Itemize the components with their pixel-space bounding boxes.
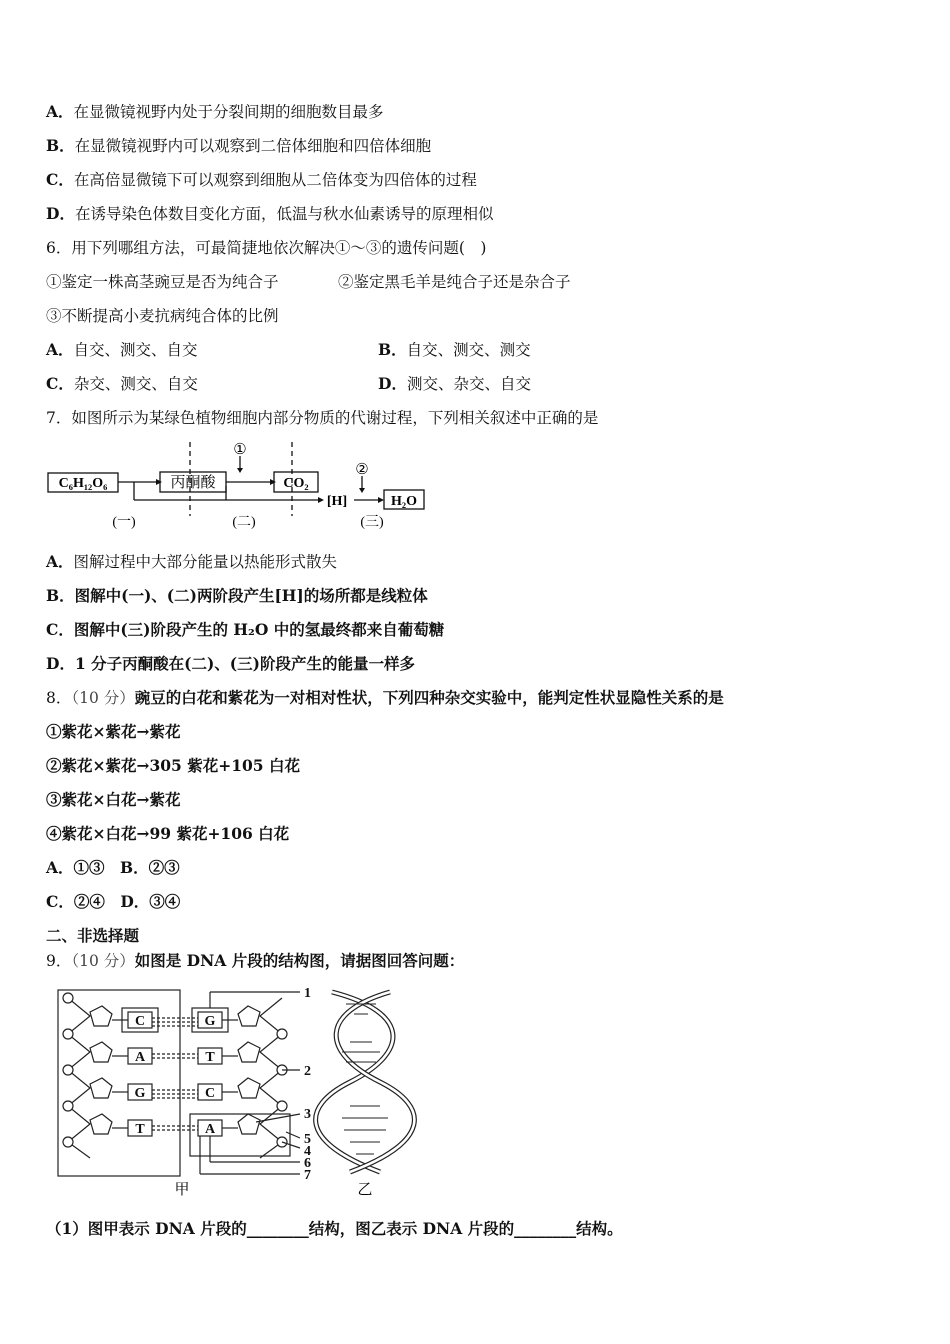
base-left-4: T <box>135 1122 145 1137</box>
label-3: 3 <box>304 1107 311 1122</box>
co2-label: CO₂ <box>283 476 309 491</box>
q8-options-row2: C．②④ D．③④ <box>46 892 181 911</box>
q7-option-d: D．1 分子丙酮酸在(二)、(三)阶段产生的能量一样多 <box>46 654 415 673</box>
q6-item-2: ②鉴定黑毛羊是纯合子还是杂合子 <box>338 273 571 291</box>
q5-option-d: D．在诱导染色体数目变化方面，低温与秋水仙素诱导的原理相似 <box>46 204 494 223</box>
q7-stem: 7．如图所示为某绿色植物细胞内部分物质的代谢过程，下列相关叙述中正确的是 <box>46 409 599 427</box>
caption-jia: 甲 <box>174 1182 190 1198</box>
label-1: 1 <box>304 986 311 1001</box>
q7-option-b: B．图解中(一)、(二)两阶段产生[H]的场所都是线粒体 <box>46 586 428 605</box>
q6-item-3: ③不断提高小麦抗病纯合体的比例 <box>46 307 279 325</box>
q6-options-row2: C．杂交、测交、自交 D．测交、杂交、自交 <box>46 374 531 393</box>
marker-1: ① <box>233 442 247 458</box>
stage-2-label: (二) <box>232 515 256 530</box>
q7-option-c: C．图解中(三)阶段产生的 H₂O 中的氢最终都来自葡萄糖 <box>46 620 445 639</box>
section-heading: 二、非选择题 <box>46 926 140 945</box>
label-5: 5 <box>304 1132 311 1147</box>
respiration-diagram <box>44 440 444 536</box>
q8-stem: 8．（10 分）豌豆的白花和紫花为一对相对性状，下列四种杂交实验中，能判定性状显隐性关系的是 <box>46 688 724 707</box>
label-2: 2 <box>304 1064 311 1079</box>
dna-structure-figure <box>50 982 430 1200</box>
stage-3-label: (三) <box>360 515 384 530</box>
q5-option-b: B．在显微镜视野内可以观察到二倍体细胞和四倍体细胞 <box>46 136 432 155</box>
q6-stem: 6．用下列哪组方法，可最简捷地依次解决①～③的遗传问题( ) <box>46 239 487 257</box>
base-right-1: G <box>204 1014 216 1029</box>
base-right-4: A <box>204 1122 216 1137</box>
q7-option-a: A．图解过程中大部分能量以热能形式散失 <box>46 552 338 571</box>
water-label: H₂O <box>391 494 417 509</box>
label-7: 7 <box>304 1168 311 1183</box>
pyruvate-label: 丙酮酸 <box>170 475 216 491</box>
caption-yi: 乙 <box>357 1182 373 1198</box>
base-left-2: A <box>134 1050 146 1065</box>
q8-cross-2: ②紫花×紫花→305 紫花+105 白花 <box>46 756 300 775</box>
glucose-label: C₆H₁₂O₆ <box>58 476 108 491</box>
stage-1-label: (一) <box>112 515 136 530</box>
q5-option-a: A．在显微镜视野内处于分裂间期的细胞数目最多 <box>46 102 384 121</box>
base-right-2: T <box>205 1050 215 1065</box>
base-left-1: C <box>134 1014 146 1029</box>
q8-options-row1: A．①③ B．②③ <box>46 858 180 877</box>
q5-option-c: C．在高倍显微镜下可以观察到细胞从二倍体变为四倍体的过程 <box>46 170 477 189</box>
base-right-3: C <box>204 1086 216 1101</box>
label-6: 6 <box>304 1156 311 1171</box>
base-left-3: G <box>134 1086 146 1101</box>
h-label: [H] <box>326 494 348 509</box>
q8-cross-1: ①紫花×紫花→紫花 <box>46 722 181 741</box>
q8-cross-3: ③紫花×白花→紫花 <box>46 790 181 809</box>
q8-cross-4: ④紫花×白花→99 紫花+106 白花 <box>46 824 290 843</box>
q9-stem: 9．（10 分）如图是 DNA 片段的结构图，请据图回答问题： <box>46 951 465 970</box>
marker-2: ② <box>355 462 369 478</box>
q6-item-1: ①鉴定一株高茎豌豆是否为纯合子 <box>46 273 279 291</box>
q6-items-row <box>46 272 571 292</box>
q6-options-row1: A．自交、测交、自交 B．自交、测交、测交 <box>46 340 531 359</box>
q9-sub-question-1: （1）图甲表示 DNA 片段的________结构，图乙表示 DNA 片段的________结构。 <box>46 1219 623 1238</box>
label-4: 4 <box>304 1144 311 1159</box>
